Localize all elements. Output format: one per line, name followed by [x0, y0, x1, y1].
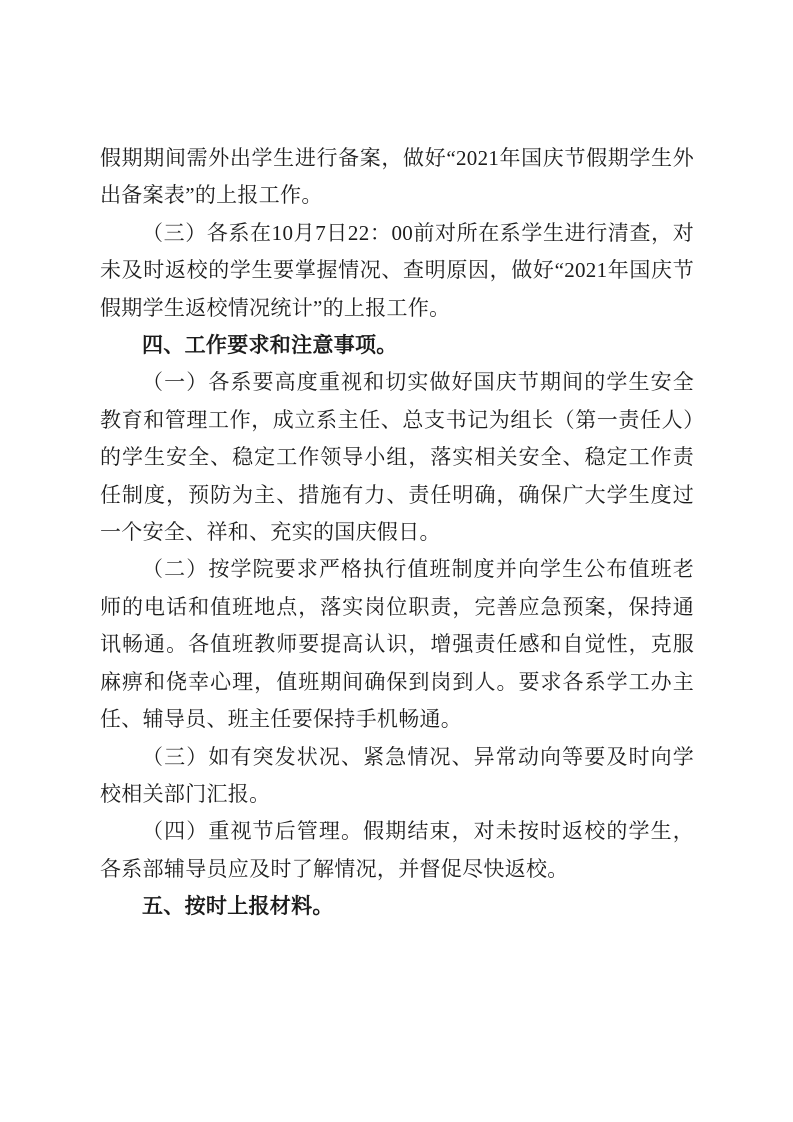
section-heading: 四、工作要求和注意事项。: [142, 334, 398, 358]
paragraph: （四）重视节后管理。假期结束，对未按时返校的学生，各系部辅导员应及时了解情况，并督促尽快返校。: [100, 819, 694, 881]
paragraph: （三）如有突发状况、紧急情况、异常动向等要及时向学校相关部门汇报。: [100, 744, 694, 806]
paragraph: （三）各系在10月7日22：00前对所在系学生进行清查，对未及时返校的学生要掌握情况、查明原因，做好“2021年国庆节假期学生返校情况统计”的上报工作。: [100, 220, 694, 320]
paragraph: （一）各系要高度重视和切实做好国庆节期间的学生安全教育和管理工作，成立系主任、总支书记为组长（第一责任人）的学生安全、稳定工作领导小组，落实相关安全、稳定工作责任制度，预防为主、措施有力、责任明确，确保广大学生度过一个安全、祥和、充实的国庆假日。: [100, 370, 694, 545]
section-heading: 五、按时上报材料。: [142, 895, 334, 919]
paragraph: （二）按学院要求严格执行值班制度并向学生公布值班老师的电话和值班地点，落实岗位职责，完善应急预案，保持通讯畅通。各值班教师要提高认识，增强责任感和自觉性，克服麻痹和侥幸心理，值班期间确保到岗到人。要求各系学工办主任、辅导员、班主任要保持手机畅通。: [100, 557, 694, 732]
document-body: [100, 140, 694, 926]
paragraph: 假期期间需外出学生进行备案，做好“2021年国庆节假期学生外出备案表”的上报工作。: [100, 146, 694, 208]
